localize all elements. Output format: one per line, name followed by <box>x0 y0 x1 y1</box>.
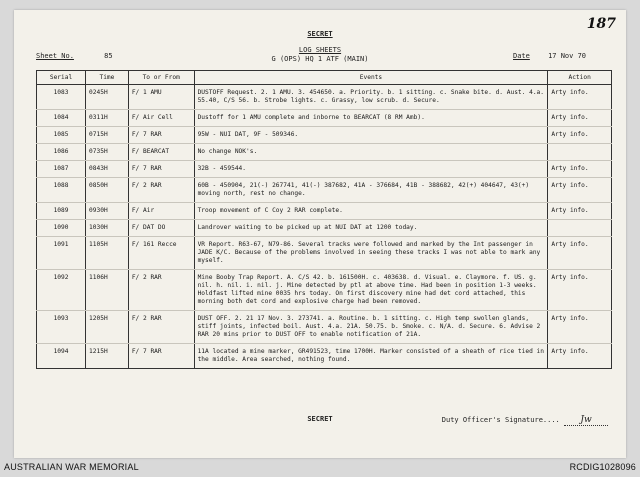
row-serial: 1083 <box>37 85 86 110</box>
duty-officer-label: Duty Officer's Signature.... <box>441 416 560 424</box>
row-action: Arty info. <box>548 237 612 270</box>
row-events: 11A located a mine marker, GR491523, time 1700H. Marker consisted of a sheath of rice tied in the middle. Area searched, nothing found. <box>194 344 548 369</box>
hq-title: G (OPS) HQ 1 ATF (MAIN) <box>271 55 369 63</box>
sheet-label: Sheet No. <box>36 52 74 60</box>
row-to-from: F/ 161 Recce <box>128 237 194 270</box>
row-time: 1205H <box>86 311 129 344</box>
row-action: Arty info. <box>548 161 612 178</box>
table-row <box>37 85 612 110</box>
row-to-from: F/ 7 RAR <box>128 344 194 369</box>
row-time: 0843H <box>86 161 129 178</box>
table-row <box>37 110 612 127</box>
row-events: 32B - 459544. <box>194 161 548 178</box>
row-time: 0245H <box>86 85 129 110</box>
classification-bottom: SECRET <box>307 415 333 423</box>
footer-archive-name: AUSTRALIAN WAR MEMORIAL <box>4 462 139 472</box>
table-row <box>37 237 612 270</box>
row-time: 0735H <box>86 144 129 161</box>
row-events: Landrover waiting to be picked up at NUI DAT at 1200 today. <box>194 220 548 237</box>
row-action: Arty info. <box>548 178 612 203</box>
row-to-from: F/ 1 AMU <box>128 85 194 110</box>
table-row <box>37 144 612 161</box>
row-to-from: F/ 7 RAR <box>128 127 194 144</box>
log-table-header <box>37 71 612 85</box>
row-events: 60B - 450904, 21(-) 267741, 41(-) 387682, 41A - 376684, 41B - 388682, 42(+) 404647, 43(+) moving north, rest no change. <box>194 178 548 203</box>
col-serial: Serial <box>37 71 86 85</box>
row-serial: 1093 <box>37 311 86 344</box>
row-action: Arty info. <box>548 110 612 127</box>
row-time: 1215H <box>86 344 129 369</box>
row-to-from: F/ BEARCAT <box>128 144 194 161</box>
table-row <box>37 220 612 237</box>
row-serial: 1089 <box>37 203 86 220</box>
row-to-from: F/ 2 RAR <box>128 311 194 344</box>
table-row <box>37 270 612 311</box>
row-serial: 1090 <box>37 220 86 237</box>
row-serial: 1091 <box>37 237 86 270</box>
date-label: Date <box>512 52 530 60</box>
date-value: 17 Nov 70 <box>548 52 586 60</box>
row-action: Arty info. <box>548 85 612 110</box>
sheet-number <box>36 52 113 60</box>
row-events: VR Report. R63-67, N79-86. Several tracks were followed and marked by the Int passenger in JADE K/C. Because of the problems involved in seeing these tracks I was not able to mark any myself. <box>194 237 548 270</box>
col-to-from: To or From <box>128 71 194 85</box>
row-to-from: F/ Air <box>128 203 194 220</box>
row-action: Arty info. <box>548 270 612 311</box>
duty-officer-signature: Jw <box>564 415 608 426</box>
row-action <box>548 144 612 161</box>
row-time: 1030H <box>86 220 129 237</box>
table-row <box>37 203 612 220</box>
row-action <box>548 220 612 237</box>
duty-officer-signature-line <box>442 415 608 426</box>
row-to-from: F/ DAT DO <box>128 220 194 237</box>
log-title: LOG SHEETS <box>298 46 342 54</box>
col-action: Action <box>548 71 612 85</box>
row-events: Dustoff for 1 AMU complete and inborne to BEARCAT (8 RM Amb). <box>194 110 548 127</box>
row-action: Arty info. <box>548 311 612 344</box>
row-time: 0850H <box>86 178 129 203</box>
table-row <box>37 178 612 203</box>
row-events: DUSTOFF Request. 2. 1 AMU. 3. 454650. a. Priority. b. 1 sitting. c. Snake bite. d. Aust. 4.a. 55.40, C/S 56. b. Strobe lights. c. Grassy, low scrub. d. Secure. <box>194 85 548 110</box>
table-row <box>37 311 612 344</box>
row-serial: 1086 <box>37 144 86 161</box>
col-events: Events <box>194 71 548 85</box>
row-to-from: F/ 2 RAR <box>128 270 194 311</box>
row-action: Arty info. <box>548 344 612 369</box>
row-events: DUST OFF. 2. 21 17 Nov. 3. 273741. a. Routine. b. 1 sitting. c. High temp swollen glands, stiff joints, infected boil. Aust. 4.a. 21A. 50.75. b. Smoke. c. N/A. d. Secure. 6. Advise 2 RAR 20 mins prior to DUST OFF to enable notification of 21A. <box>194 311 548 344</box>
log-table <box>36 70 612 369</box>
row-time: 0311H <box>86 110 129 127</box>
row-time: 1105H <box>86 237 129 270</box>
log-sheet-page <box>14 10 626 458</box>
handwritten-page-number: 187 <box>586 16 616 32</box>
table-row <box>37 127 612 144</box>
row-serial: 1087 <box>37 161 86 178</box>
row-time: 0715H <box>86 127 129 144</box>
row-serial: 1094 <box>37 344 86 369</box>
row-serial: 1085 <box>37 127 86 144</box>
row-serial: 1084 <box>37 110 86 127</box>
col-time: Time <box>86 71 129 85</box>
row-to-from: F/ 2 RAR <box>128 178 194 203</box>
row-events: Mine Booby Trap Report. A. C/S 42. b. 161500H. c. 403638. d. Visual. e. Claymore. f. US. g. nil. h. nil. i. nil. j. Mine detected by ptl at above time. Had been in position 1-3 weeks. Holdfast lifted mine 0035 hrs today. On first discovery mine had det cord attached, this morning both det cord and explosive charge had been removed. <box>194 270 548 311</box>
sheet-value: 85 <box>104 52 113 60</box>
row-to-from: F/ 7 RAR <box>128 161 194 178</box>
sheet-date <box>513 52 586 60</box>
row-events: 95W - NUI DAT, 9F - 509346. <box>194 127 548 144</box>
row-serial: 1092 <box>37 270 86 311</box>
table-row <box>37 161 612 178</box>
table-row <box>37 344 612 369</box>
classification-top: SECRET <box>307 30 333 38</box>
footer-record-id: RCDIG1028096 <box>569 462 636 472</box>
row-events: No change NOK's. <box>194 144 548 161</box>
row-events: Troop movement of C Coy 2 RAR complete. <box>194 203 548 220</box>
row-time: 0930H <box>86 203 129 220</box>
row-action: Arty info. <box>548 203 612 220</box>
row-serial: 1088 <box>37 178 86 203</box>
row-to-from: F/ Air Cell <box>128 110 194 127</box>
row-time: 1106H <box>86 270 129 311</box>
row-action: Arty info. <box>548 127 612 144</box>
